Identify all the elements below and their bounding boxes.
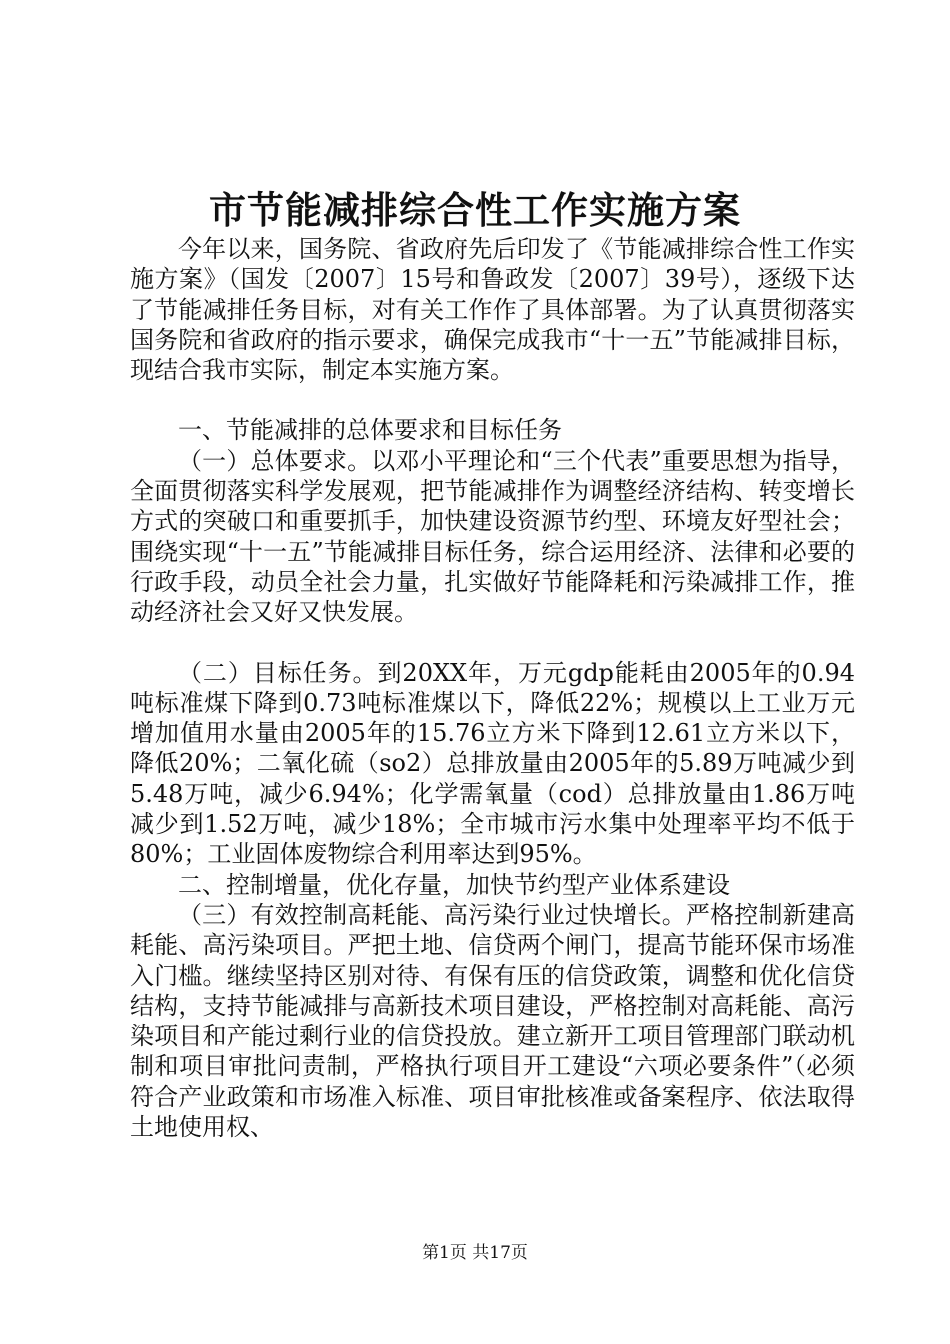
paragraph-target-tasks: （二）目标任务。到20XX年，万元gdp能耗由2005年的0.94吨标准煤下降到0.73吨标准煤以下，降低22%；规模以上工业万元增加值用水量由2005年的15.76立方米下降到12.61立方米以下，降低20%；二氧化硫（so2）总排放量由2005年的5.89万吨减少到5.48万吨，减少6.94%；化学需氧量（cod）总排放量由1.86万吨减少到1.52万吨，减少18%；全市城市污水集中处理率平均不低于80%；工业固体废物综合利用率达到95%。	[130, 658, 855, 869]
paragraph-intro: 今年以来，国务院、省政府先后印发了《节能减排综合性工作实施方案》（国发〔2007〕15号和鲁政发〔2007〕39号），逐级下达了节能减排任务目标，对有关工作作了具体部署。为了认真贯彻落实国务院和省政府的指示要求，确保完成我市“十一五”节能减排目标，现结合我市实际，制定本实施方案。	[130, 235, 855, 385]
paragraph-overall-requirements: （一）总体要求。以邓小平理论和“三个代表”重要思想为指导，全面贯彻落实科学发展观，把节能减排作为调整经济结构、转变增长方式的突破口和重要抓手，加快建设资源节约型、环境友好型社会；围绕实现“十一五”节能减排目标任务，综合运用经济、法律和必要的行政手段，动员全社会力量，扎实做好节能降耗和污染减排工作，推动经济社会又好又快发展。	[130, 446, 855, 627]
section-heading-1: 一、节能减排的总体要求和目标任务	[178, 416, 562, 445]
document-body	[130, 234, 855, 1142]
section-heading-2: 二、控制增量，优化存量，加快节约型产业体系建设	[178, 870, 730, 899]
page-footer: 第1页 共17页	[422, 1243, 528, 1263]
paragraph-spacer	[130, 385, 855, 415]
paragraph-spacer	[130, 628, 855, 658]
document-title: 市节能减排综合性工作实施方案	[209, 188, 741, 232]
paragraph-control-growth: （三）有效控制高耗能、高污染行业过快增长。严格控制新建高耗能、高污染项目。严把土地、信贷两个闸门，提高节能环保市场准入门槛。继续坚持区别对待、有保有压的信贷政策，调整和优化信贷结构，支持节能减排与高新技术项目建设，严格控制对高耗能、高污染项目和产能过剩行业的信贷投放。建立新开工项目管理部门联动机制和项目审批问责制，严格执行项目开工建设“六项必要条件”（必须符合产业政策和市场准入标准、项目审批核准或备案程序、依法取得土地使用权、	[130, 900, 855, 1142]
